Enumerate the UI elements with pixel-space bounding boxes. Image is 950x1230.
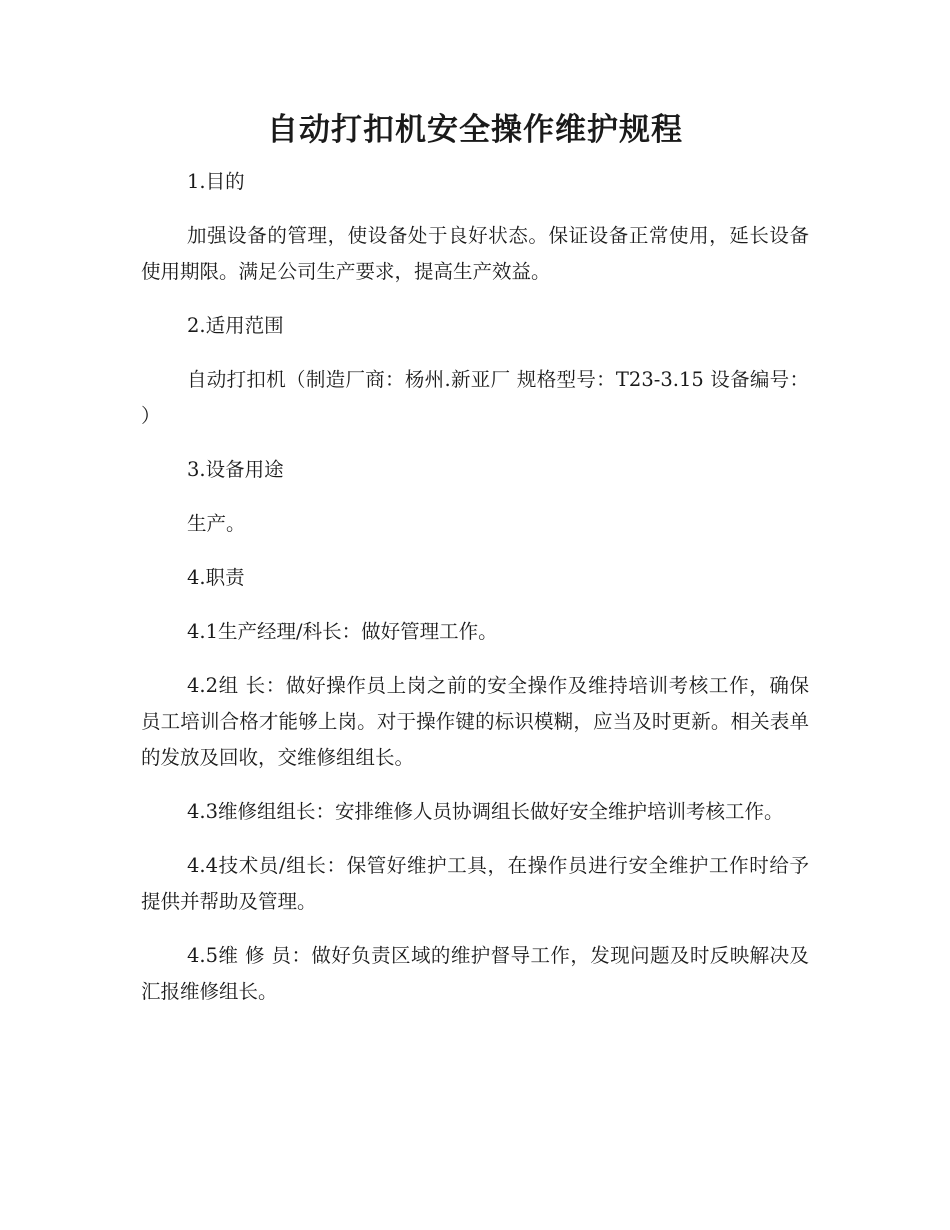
paragraph-usage: 生产。 [187,512,246,535]
section-heading-purpose: 1.目的 [187,170,245,193]
paragraph-duty-4-1: 4.1生产经理/科长：做好管理工作。 [187,620,498,643]
paragraph-purpose: 加强设备的管理，使设备处于良好状态。保证设备正常使用，延长设备使用期限。满足公司生产要求，提高生产效益。 [141,224,809,283]
paragraph-duty-4-2: 4.2组 长：做好操作员上岗之前的安全操作及维持培训考核工作，确保员工培训合格才能够上岗。对于操作键的标识模糊，应当及时更新。相关表单的发放及回收，交维修组组长。 [141,674,809,769]
paragraph-duty-4-3: 4.3维修组组长：安排维修人员协调组长做好安全维护培训考核工作。 [187,800,784,823]
paragraph-scope: 自动打扣机（制造厂商：杨州.新亚厂 规格型号：T23-3.15 设备编号： ） [141,368,809,427]
document-body [141,164,809,1028]
paragraph-duty-4-4: 4.4技术员/组长：保管好维护工具，在操作员进行安全维护工作时给予提供并帮助及管理。 [141,854,809,913]
paragraph-duty-4-5: 4.5维 修 员：做好负责区域的维护督导工作，发现问题及时反映解决及汇报维修组长。 [141,944,809,1003]
section-heading-duties: 4.职责 [187,566,245,589]
section-heading-scope: 2.适用范围 [187,314,284,337]
section-heading-usage: 3.设备用途 [187,458,284,481]
document-title: 自动打扣机安全操作维护规程 [267,112,683,148]
